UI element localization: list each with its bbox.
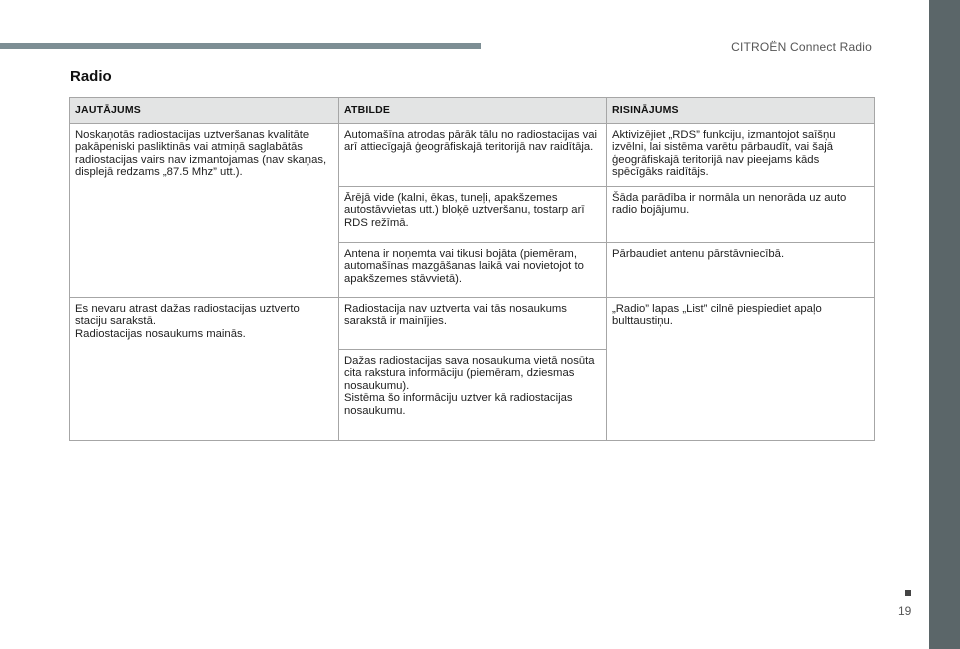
column-header-answer: ATBILDE bbox=[339, 98, 607, 124]
page-number: 19 bbox=[898, 604, 912, 618]
answer-cell: Automašīna atrodas pārāk tālu no radiostacijas vai arī attiecīgajā ģeogrāfiskajā teritorijā nav raidītāja. bbox=[339, 124, 607, 187]
answer-cell: Radiostacija nav uztverta vai tās nosaukums sarakstā ir mainījies. bbox=[339, 298, 607, 350]
page-marker bbox=[905, 590, 911, 596]
page-edge-tab bbox=[929, 0, 960, 649]
answer-cell: Ārējā vide (kalni, ēkas, tuneļi, apakšzemes autostāvvietas utt.) bloķē uztveršanu, tostarp arī RDS režīmā. bbox=[339, 187, 607, 243]
table-header-row bbox=[70, 98, 875, 124]
brand-title: CITROËN Connect Radio bbox=[731, 40, 872, 54]
header-rule bbox=[0, 43, 481, 49]
faq-table bbox=[69, 97, 875, 441]
table-row bbox=[70, 124, 875, 187]
solution-cell: Šāda parādība ir normāla un nenorāda uz auto radio bojājumu. bbox=[607, 187, 875, 243]
answer-cell: Dažas radiostacijas sava nosaukuma vietā nosūta cita rakstura informāciju (piemēram, dziesmas nosaukumu). Sistēma šo informāciju uztver kā radiostacijas nosaukumu. bbox=[339, 350, 607, 441]
column-header-question: JAUTĀJUMS bbox=[70, 98, 339, 124]
page-title: Radio bbox=[70, 68, 112, 85]
solution-cell: Pārbaudiet antenu pārstāvniecībā. bbox=[607, 243, 875, 298]
column-header-solution: RISINĀJUMS bbox=[607, 98, 875, 124]
solution-cell: „Radio” lapas „List” cilnē piespiediet apaļo bulttaustiņu. bbox=[607, 298, 875, 441]
answer-cell: Antena ir noņemta vai tikusi bojāta (piemēram, automašīnas mazgāšanas laikā vai novietojot to apakšzemes stāvvietā). bbox=[339, 243, 607, 298]
question-cell: Noskaņotās radiostacijas uztveršanas kvalitāte pakāpeniski pasliktinās vai atmiņā saglabātās radiostacijas vairs nav izmantojamas (nav skaņas, displejā redzams „87.5 Mhz” utt.). bbox=[70, 124, 339, 298]
solution-cell: Aktivizējiet „RDS” funkciju, izmantojot saīšņu izvēlni, lai sistēma varētu pārbaudīt, vai šajā ģeogrāfiskajā teritorijā nav pieejams kāds spēcīgāks raidītājs. bbox=[607, 124, 875, 187]
table-row bbox=[70, 298, 875, 350]
question-cell: Es nevaru atrast dažas radiostacijas uztverto staciju sarakstā. Radiostacijas nosaukums mainās. bbox=[70, 298, 339, 441]
